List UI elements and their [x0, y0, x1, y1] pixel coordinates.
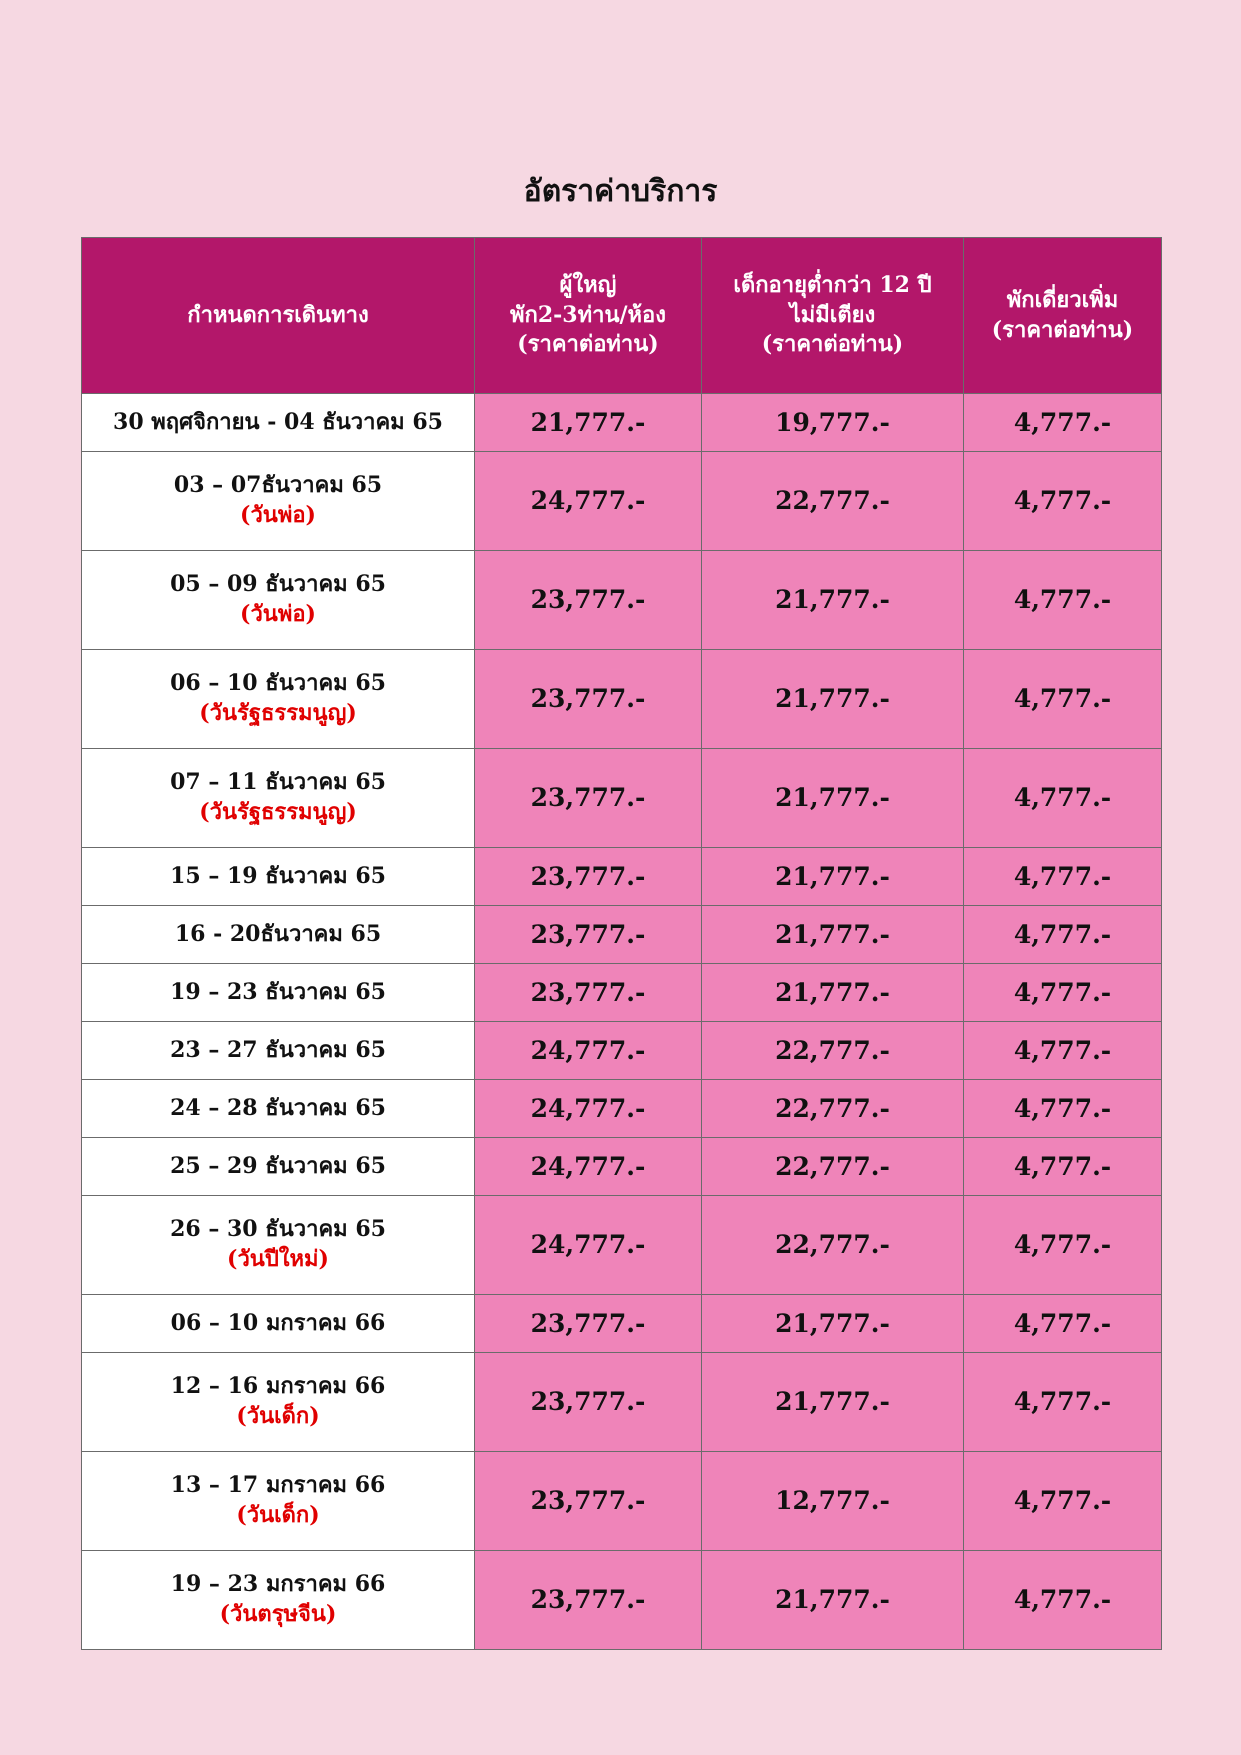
table-row [82, 1138, 1162, 1196]
table-row [82, 749, 1162, 848]
trip-dates-text: 07 – 11 ธันวาคม 65 [170, 769, 386, 796]
single-supplement-cell: 4,777.- [964, 1138, 1162, 1196]
header-single-line-1: พักเดี่ยวเพิ่ม [1006, 286, 1119, 313]
trip-dates-text: 16 - 20ธันวาคม 65 [174, 920, 382, 947]
trip-dates-cell [82, 1452, 475, 1551]
trip-dates-cell [82, 452, 475, 551]
table-row [82, 452, 1162, 551]
trip-dates-cell [82, 1295, 475, 1353]
trip-dates-cell [82, 650, 475, 749]
child-price-cell: 21,777.- [702, 749, 964, 848]
single-supplement-cell: 4,777.- [964, 1080, 1162, 1138]
trip-dates-cell [82, 848, 475, 906]
adult-price-cell: 23,777.- [475, 906, 702, 964]
adult-price-cell: 23,777.- [475, 1551, 702, 1650]
trip-dates-text: 19 – 23 ธันวาคม 65 [170, 978, 386, 1005]
single-supplement-cell: 4,777.- [964, 394, 1162, 452]
table-row [82, 650, 1162, 749]
header-single [964, 238, 1162, 394]
single-supplement-cell: 4,777.- [964, 452, 1162, 551]
header-adult [475, 238, 702, 394]
adult-price-cell: 23,777.- [475, 964, 702, 1022]
table-body [82, 394, 1162, 1650]
trip-dates-text: 23 – 27 ธันวาคม 65 [170, 1036, 386, 1063]
holiday-label: (วันรัฐธรรมนูญ) [199, 700, 357, 726]
adult-price-cell: 24,777.- [475, 1138, 702, 1196]
header-child-line-2: ไม่มีเตียง [789, 301, 876, 328]
child-price-cell: 21,777.- [702, 1353, 964, 1452]
single-supplement-cell: 4,777.- [964, 906, 1162, 964]
holiday-label: (วันเด็ก) [236, 1403, 320, 1429]
adult-price-cell: 23,777.- [475, 551, 702, 650]
child-price-cell: 22,777.- [702, 1080, 964, 1138]
header-single-line-2: (ราคาต่อท่าน) [991, 316, 1134, 343]
header-trip-dates-label: กำหนดการเดินทาง [187, 301, 369, 328]
single-supplement-cell: 4,777.- [964, 1022, 1162, 1080]
header-child-line-1: เด็กอายุต่ำกว่า 12 ปี [733, 271, 932, 298]
table-row [82, 1551, 1162, 1650]
holiday-label: (วันปีใหม่) [227, 1246, 329, 1272]
trip-dates-text: 12 – 16 มกราคม 66 [170, 1373, 386, 1400]
adult-price-cell: 23,777.- [475, 749, 702, 848]
trip-dates-text: 05 – 09 ธันวาคม 65 [170, 571, 386, 598]
header-adult-line-2: พัก2-3ท่าน/ห้อง [510, 301, 666, 328]
holiday-label: (วันตรุษจีน) [219, 1601, 337, 1627]
single-supplement-cell: 4,777.- [964, 551, 1162, 650]
adult-price-cell: 24,777.- [475, 1080, 702, 1138]
trip-dates-text: 15 – 19 ธันวาคม 65 [170, 862, 386, 889]
header-row [82, 238, 1162, 394]
adult-price-cell: 23,777.- [475, 1452, 702, 1551]
single-supplement-cell: 4,777.- [964, 964, 1162, 1022]
child-price-cell: 21,777.- [702, 551, 964, 650]
trip-dates-cell [82, 1551, 475, 1650]
table-row [82, 394, 1162, 452]
holiday-label: (วันพ่อ) [240, 502, 316, 528]
trip-dates-cell [82, 749, 475, 848]
header-adult-line-1: ผู้ใหญ่ [559, 271, 617, 298]
trip-dates-text: 25 – 29 ธันวาคม 65 [170, 1152, 386, 1179]
trip-dates-cell [82, 1353, 475, 1452]
trip-dates-text: 03 – 07ธันวาคม 65 [173, 472, 383, 499]
holiday-label: (วันรัฐธรรมนูญ) [199, 799, 357, 825]
table-row [82, 1295, 1162, 1353]
trip-dates-cell [82, 1080, 475, 1138]
trip-dates-text: 24 – 28 ธันวาคม 65 [170, 1094, 386, 1121]
adult-price-cell: 23,777.- [475, 1295, 702, 1353]
single-supplement-cell: 4,777.- [964, 650, 1162, 749]
holiday-label: (วันพ่อ) [240, 601, 316, 627]
trip-dates-cell [82, 906, 475, 964]
adult-price-cell: 24,777.- [475, 1196, 702, 1295]
table-header [82, 238, 1162, 394]
header-child [702, 238, 964, 394]
child-price-cell: 21,777.- [702, 1551, 964, 1650]
adult-price-cell: 23,777.- [475, 848, 702, 906]
single-supplement-cell: 4,777.- [964, 1551, 1162, 1650]
child-price-cell: 22,777.- [702, 1138, 964, 1196]
page-title: อัตราค่าบริการ [523, 174, 718, 209]
child-price-cell: 19,777.- [702, 394, 964, 452]
trip-dates-cell [82, 1138, 475, 1196]
trip-dates-text: 13 – 17 มกราคม 66 [170, 1472, 386, 1499]
single-supplement-cell: 4,777.- [964, 1353, 1162, 1452]
holiday-label: (วันเด็ก) [236, 1502, 320, 1528]
price-table [81, 237, 1162, 1650]
single-supplement-cell: 4,777.- [964, 1452, 1162, 1551]
child-price-cell: 22,777.- [702, 1196, 964, 1295]
table-row [82, 964, 1162, 1022]
trip-dates-cell [82, 1022, 475, 1080]
child-price-cell: 21,777.- [702, 650, 964, 749]
header-child-line-3: (ราคาต่อท่าน) [761, 331, 904, 358]
trip-dates-cell [82, 1196, 475, 1295]
single-supplement-cell: 4,777.- [964, 749, 1162, 848]
adult-price-cell: 24,777.- [475, 1022, 702, 1080]
table-row [82, 1022, 1162, 1080]
trip-dates-text: 30 พฤศจิกายน - 04 ธันวาคม 65 [113, 408, 443, 435]
trip-dates-cell [82, 551, 475, 650]
trip-dates-text: 06 – 10 ธันวาคม 65 [170, 670, 386, 697]
trip-dates-text: 19 – 23 มกราคม 66 [170, 1571, 386, 1598]
child-price-cell: 21,777.- [702, 964, 964, 1022]
child-price-cell: 21,777.- [702, 1295, 964, 1353]
adult-price-cell: 24,777.- [475, 452, 702, 551]
trip-dates-cell [82, 394, 475, 452]
table-row [82, 1080, 1162, 1138]
child-price-cell: 21,777.- [702, 906, 964, 964]
single-supplement-cell: 4,777.- [964, 848, 1162, 906]
header-trip-dates [82, 238, 475, 394]
table-row [82, 551, 1162, 650]
single-supplement-cell: 4,777.- [964, 1295, 1162, 1353]
adult-price-cell: 23,777.- [475, 650, 702, 749]
trip-dates-text: 06 – 10 มกราคม 66 [170, 1309, 386, 1336]
table-row [82, 906, 1162, 964]
child-price-cell: 21,777.- [702, 848, 964, 906]
table-row [82, 848, 1162, 906]
header-adult-line-3: (ราคาต่อท่าน) [517, 331, 659, 358]
table-row [82, 1353, 1162, 1452]
single-supplement-cell: 4,777.- [964, 1196, 1162, 1295]
trip-dates-cell [82, 964, 475, 1022]
child-price-cell: 22,777.- [702, 1022, 964, 1080]
child-price-cell: 12,777.- [702, 1452, 964, 1551]
table-row [82, 1452, 1162, 1551]
trip-dates-text: 26 – 30 ธันวาคม 65 [170, 1216, 386, 1243]
child-price-cell: 22,777.- [702, 452, 964, 551]
adult-price-cell: 21,777.- [475, 394, 702, 452]
adult-price-cell: 23,777.- [475, 1353, 702, 1452]
table-row [82, 1196, 1162, 1295]
